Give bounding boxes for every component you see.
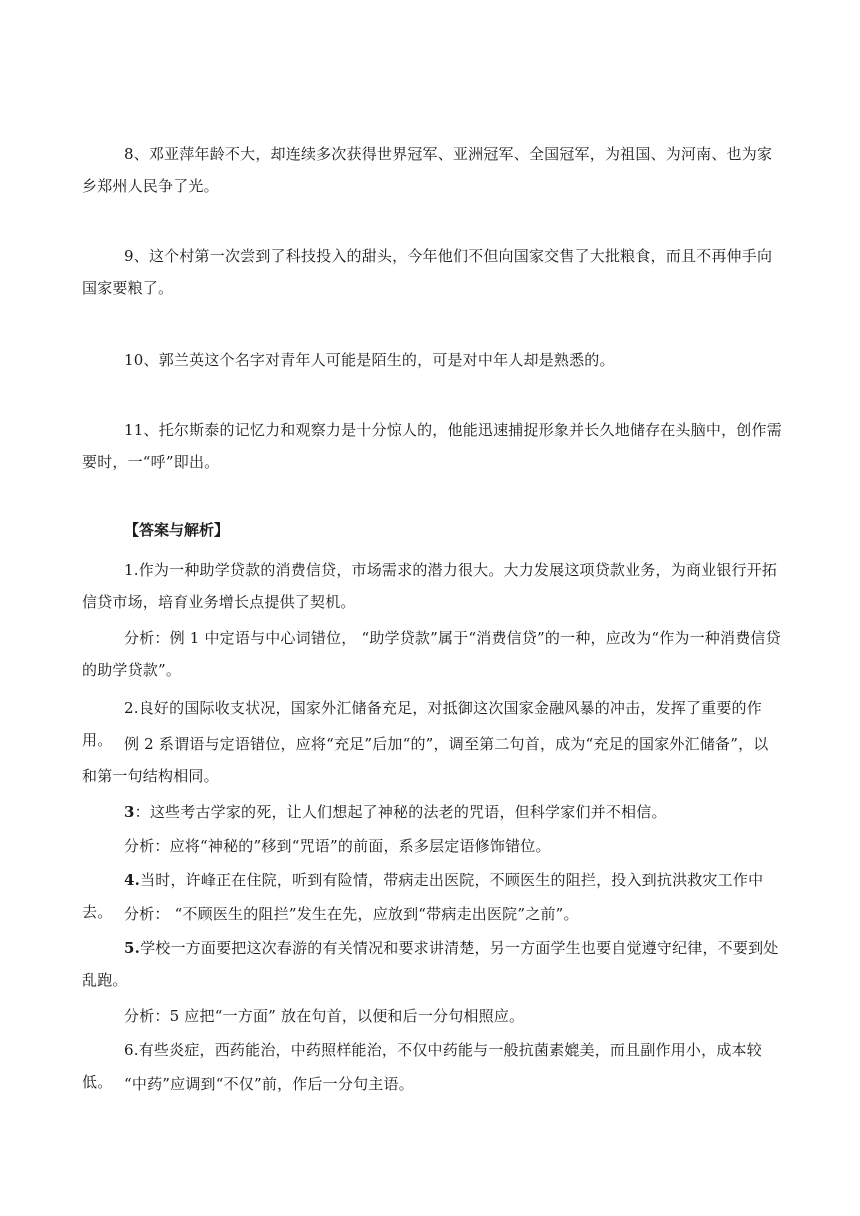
question-11 <box>82 414 782 478</box>
analysis-5 <box>82 1000 782 1032</box>
analysis-text: 分析：应将“神秘的”移到“咒语”的前面，系多层定语修饰错位。 <box>124 837 551 855</box>
answer-number: 3 <box>124 803 135 821</box>
answer-number: 6. <box>124 1041 139 1059</box>
answers-heading: 【答案与解析】 <box>124 521 230 539</box>
question-number: 9、 <box>124 247 149 265</box>
answer-5 <box>82 932 782 996</box>
analysis-text: 分析： “不顾医生的阻拦”发生在先，应放到“带病走出医院”之前”。 <box>124 905 579 923</box>
answer-number: 5. <box>124 939 141 957</box>
question-text: 郭兰英这个名字对青年人可能是陌生的，可是对中年人却是熟悉的。 <box>158 351 615 369</box>
answer-text: ：这些考古学家的死，让人们想起了神秘的法老的咒语，但科学家们并不相信。 <box>134 803 667 821</box>
answer-number: 4. <box>124 871 141 889</box>
analysis-4 <box>82 898 782 930</box>
question-text: 邓亚萍年龄不大，却连续多次获得世界冠军、亚洲冠军、全国冠军，为祖国、为河南、也为家乡郑州人民争了光。 <box>82 145 773 195</box>
answer-number: 1. <box>124 561 139 579</box>
answer-3 <box>82 796 782 828</box>
analysis-text: “中药”应调到“不仅”前，作后一分句主语。 <box>124 1075 414 1093</box>
question-number: 8、 <box>124 145 149 163</box>
analysis-1 <box>82 622 782 686</box>
answer-text: 良好的国际收支状况，国家外汇储备充足，对抵御这次国家金融风暴的冲击，发挥了重要的作用。 <box>82 699 762 749</box>
question-9 <box>82 240 782 304</box>
answer-text: 当时，许峰正在住院，听到有险情，带病走出医院，不顾医生的阻拦，投入到抗洪救灾工作中去。 <box>82 871 764 921</box>
analysis-text: 例 2 系谓语与定语错位，应将“充足”后加“的”，调至第二句首，成为“充足的国家外汇储备”，以和第一句结构相同。 <box>82 735 769 785</box>
answer-text: 有些炎症，西药能治，中药照样能治，不仅中药能与一般抗菌素媲美，而且副作用小，成本较低。 <box>82 1041 762 1091</box>
analysis-2 <box>82 728 782 792</box>
analysis-6 <box>82 1068 782 1100</box>
answer-number: 2. <box>124 699 139 717</box>
answer-text: 学校一方面要把这次春游的有关情况和要求讲清楚，另一方面学生也要自觉遵守纪律，不要到处乱跑。 <box>82 939 779 989</box>
question-number: 10、 <box>124 351 159 369</box>
analysis-text: 分析：例 1 中定语与中心词错位， “助学贷款”属于“消费信贷”的一种，应改为“作为一种消费信贷的助学贷款”。 <box>82 629 781 679</box>
answer-text: 作为一种助学贷款的消费信贷，市场需求的潜力很大。大力发展这项贷款业务，为商业银行开拓信贷市场，培育业务增长点提供了契机。 <box>82 561 778 611</box>
answer-1 <box>82 554 782 618</box>
analysis-text: 分析：5 应把“一方面” 放在句首，以便和后一分句相照应。 <box>124 1007 525 1025</box>
analysis-3 <box>82 830 782 862</box>
question-10 <box>82 344 782 376</box>
question-number: 11、 <box>124 421 159 439</box>
question-text: 这个村第一次尝到了科技投入的甜头，今年他们不但向国家交售了大批粮食，而且不再伸手向国家要粮了。 <box>82 247 773 297</box>
question-8 <box>82 138 782 202</box>
question-text: 托尔斯泰的记忆力和观察力是十分惊人的，他能迅速捕捉形象并长久地储存在头脑中，创作需要时，一“呼”即出。 <box>82 421 782 471</box>
